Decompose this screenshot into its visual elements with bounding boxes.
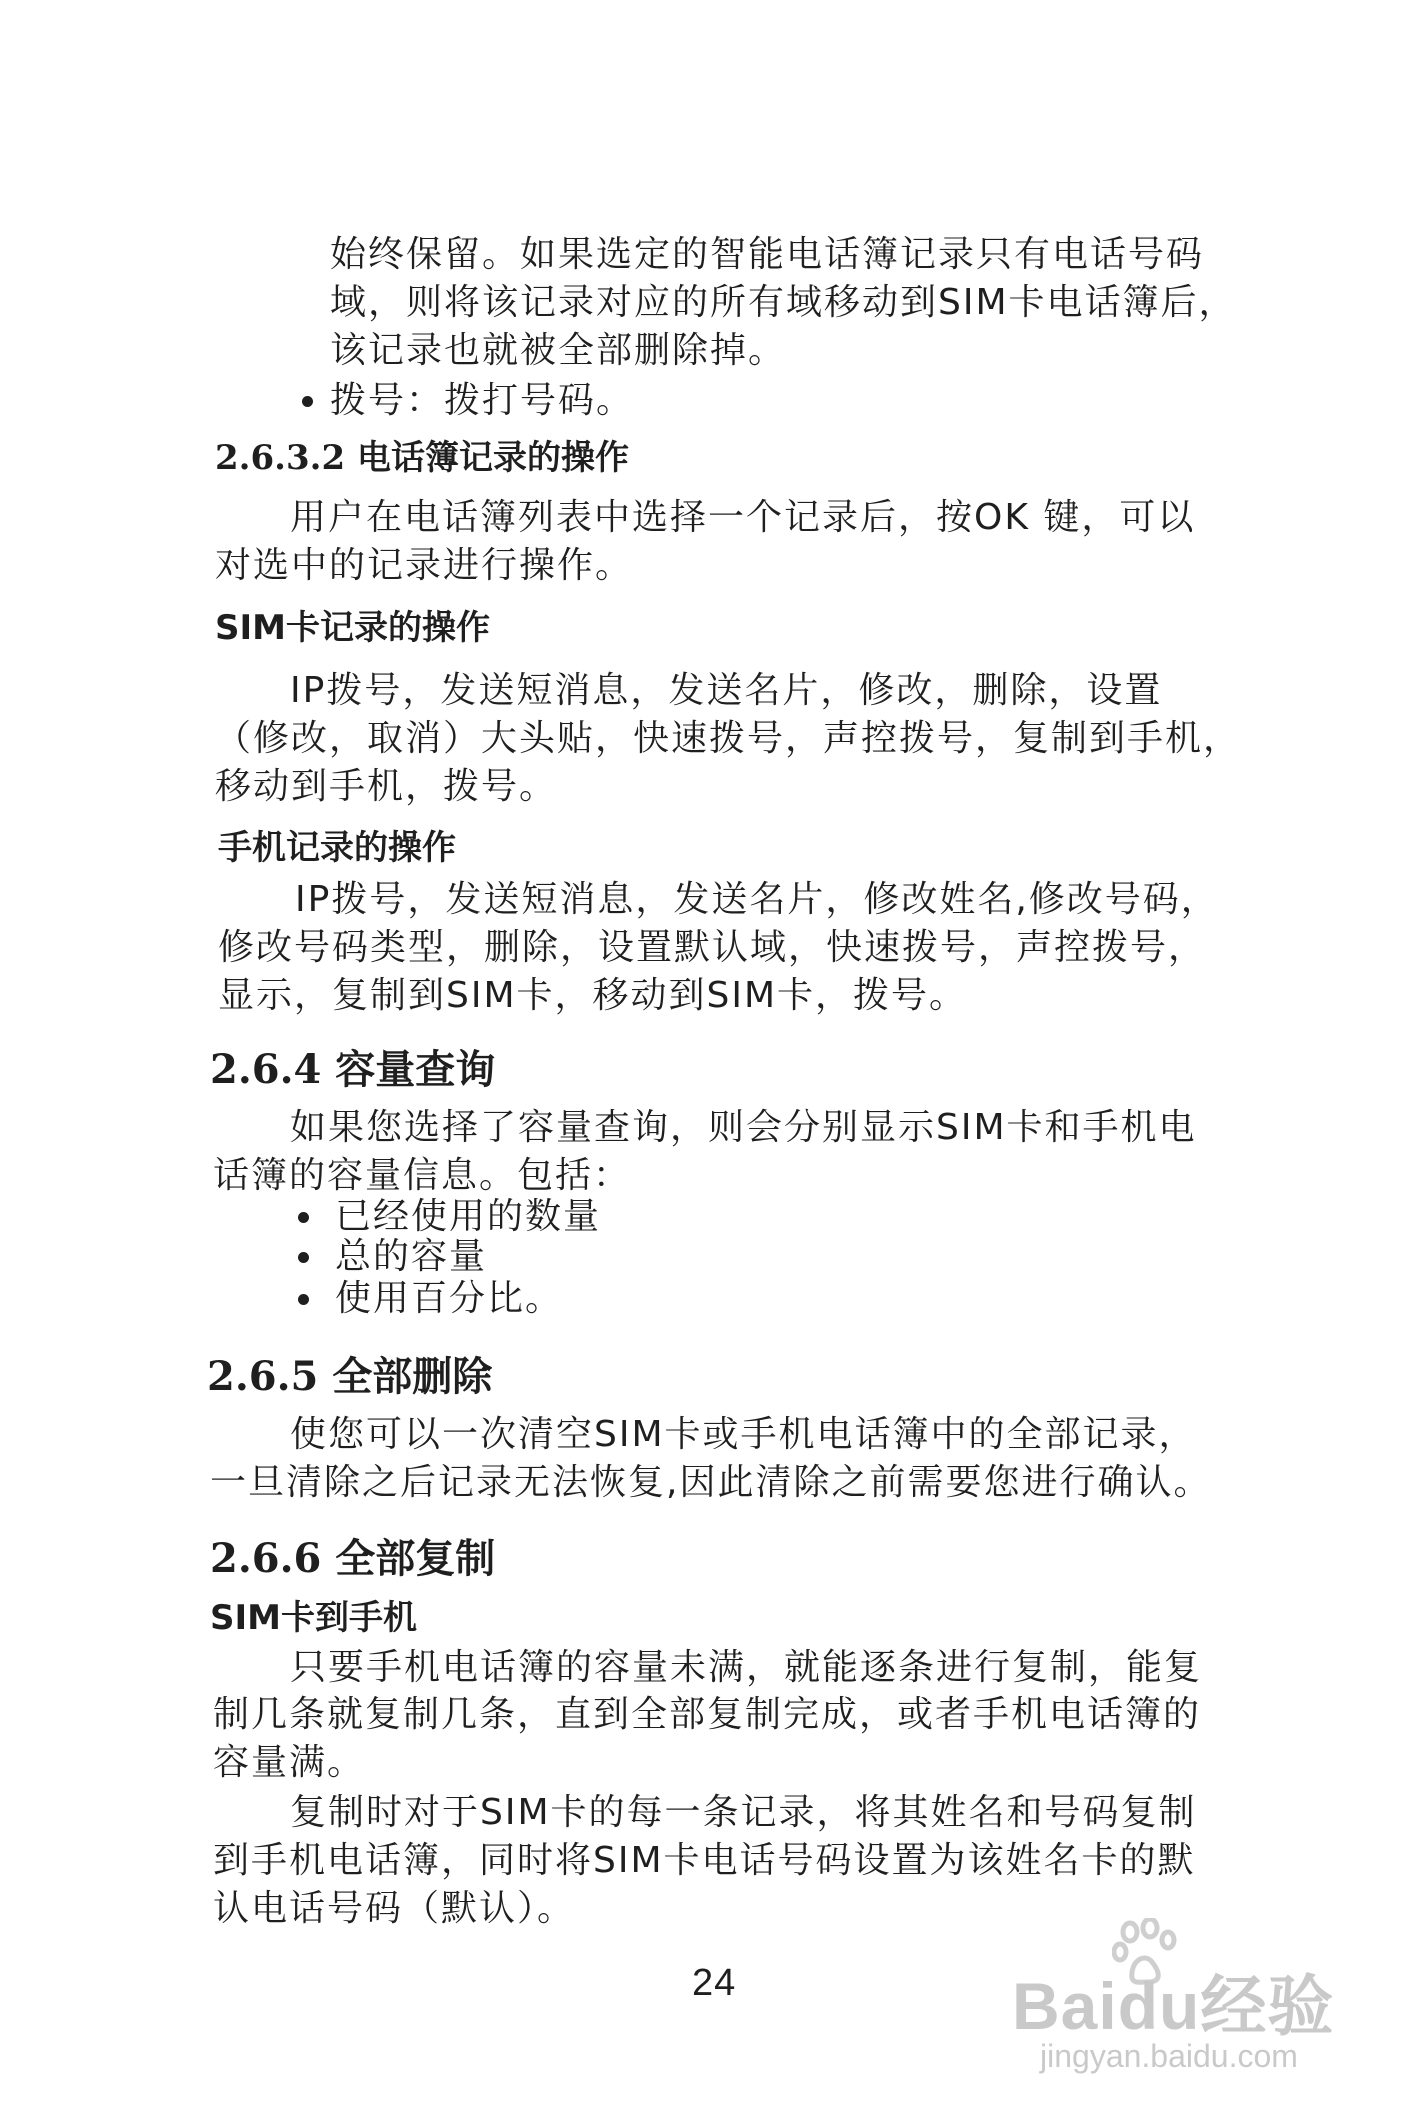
s266-p2-line-2: 到手机电话簿，同时将SIM卡电话号码设置为该姓名卡的默 — [213, 1840, 1196, 1881]
section-heading-264: 2.6.4 容量查询 — [210, 1046, 496, 1093]
phone-ops-line-1: IP拨号，发送短消息，发送名片，修改姓名,修改号码， — [295, 879, 1219, 920]
sim-ops-line-3: 移动到手机，拨号。 — [215, 766, 558, 807]
phone-ops-line-2: 修改号码类型，删除，设置默认域，快速拨号，声控拨号， — [218, 927, 1207, 968]
section-heading-265: 2.6.5 全部删除 — [207, 1353, 493, 1400]
phone-ops-heading: 手机记录的操作 — [218, 828, 456, 868]
intro-line-2: 域，则将该记录对应的所有域移动到SIM卡电话簿后， — [330, 282, 1237, 323]
s264-line-1: 如果您选择了容量查询，则会分别显示SIM卡和手机电 — [290, 1107, 1197, 1148]
s266-p1-line-2: 制几条就复制几条，直到全部复制完成，或者手机电话簿的 — [213, 1694, 1202, 1735]
s264-line-2: 话簿的容量信息。包括： — [213, 1155, 632, 1196]
s265-line-1: 使您可以一次清空SIM卡或手机电话簿中的全部记录， — [290, 1414, 1197, 1455]
page-number: 24 — [692, 1962, 737, 2004]
sim-ops-line-2: （修改，取消）大头贴，快速拨号，声控拨号，复制到手机， — [215, 718, 1242, 759]
sim-to-phone-heading: SIM卡到手机 — [210, 1598, 417, 1638]
bullet-dot — [298, 1252, 309, 1263]
s2632-line-1: 用户在电话簿列表中选择一个记录后，按OK 键，可以 — [290, 497, 1196, 538]
bullet-dot — [298, 1212, 309, 1223]
sim-ops-line-1: IP拨号，发送短消息，发送名片，修改，删除，设置 — [290, 670, 1163, 711]
s266-p1-line-3: 容量满。 — [213, 1742, 366, 1783]
s266-p2-line-3: 认电话号码（默认）。 — [213, 1888, 576, 1929]
s266-p2-line-1: 复制时对于SIM卡的每一条记录，将其姓名和号码复制 — [290, 1792, 1197, 1833]
phone-ops-line-3: 显示，复制到SIM卡，移动到SIM卡，拨号。 — [218, 975, 968, 1016]
s265-line-2: 一旦清除之后记录无法恢复,因此清除之前需要您进行确认。 — [210, 1462, 1212, 1503]
section-heading-2632: 2.6.3.2 电话簿记录的操作 — [215, 438, 629, 478]
s2632-line-2: 对选中的记录进行操作。 — [215, 545, 634, 586]
intro-line-3: 该记录也就被全部删除掉。 — [330, 330, 787, 371]
sim-ops-heading: SIM卡记录的操作 — [215, 608, 490, 648]
s264-bullet-1: 已经使用的数量 — [335, 1196, 602, 1237]
section-heading-266: 2.6.6 全部复制 — [210, 1535, 496, 1582]
intro-bullet-dial: 拨号：拨打号码。 — [330, 380, 635, 421]
watermark-logo: Baidu经验 — [1012, 1969, 1335, 2043]
s264-bullet-3: 使用百分比。 — [335, 1278, 564, 1319]
s266-p1-line-1: 只要手机电话簿的容量未满，就能逐条进行复制，能复 — [290, 1647, 1203, 1688]
intro-line-1: 始终保留。如果选定的智能电话簿记录只有电话号码 — [330, 234, 1205, 275]
bullet-dot — [298, 1294, 309, 1305]
watermark-url: jingyan.baidu.com — [1040, 2038, 1298, 2074]
bullet-dot — [302, 396, 313, 407]
s264-bullet-2: 总的容量 — [335, 1236, 488, 1277]
